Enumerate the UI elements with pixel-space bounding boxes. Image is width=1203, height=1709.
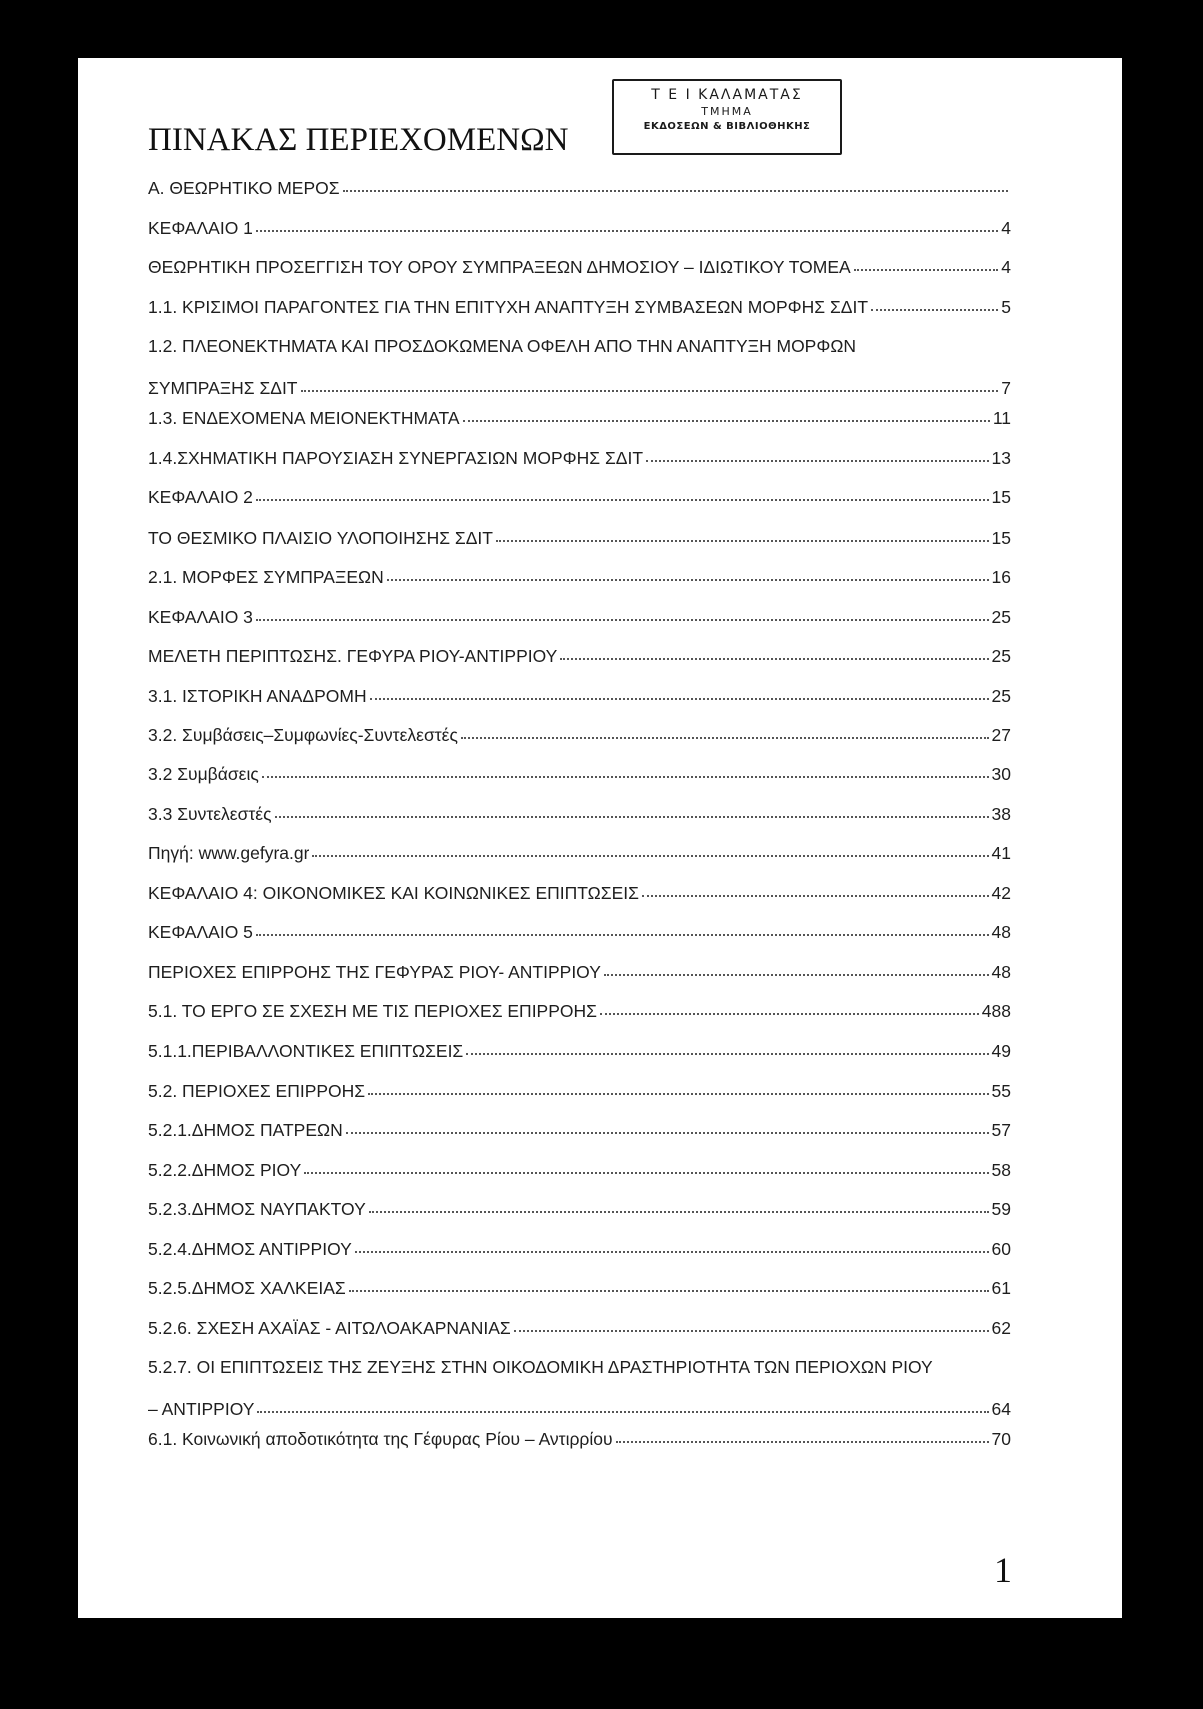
dot-leader — [370, 698, 989, 700]
toc-entry — [148, 922, 1011, 942]
toc-entry-text: 3.2 Συμβάσεις — [148, 764, 259, 784]
library-stamp — [612, 79, 842, 155]
toc-entry-page: 5 — [1001, 297, 1011, 317]
toc-entry — [148, 178, 1011, 198]
toc-entry-page: 27 — [991, 725, 1011, 745]
toc-entry-text: 5.2.5.ΔΗΜΟΣ ΧΑΛΚΕΙΑΣ — [148, 1278, 346, 1298]
toc-entry-page: 7 — [1001, 378, 1011, 398]
dot-leader — [560, 658, 988, 660]
toc-entry-text: ΚΕΦΑΛΑΙΟ 3 — [148, 607, 253, 627]
page-title: ΠΙΝΑΚΑΣ ΠΕΡΙΕΧΟΜΕΝΩΝ — [148, 122, 569, 158]
toc-entry-page: 58 — [991, 1160, 1011, 1180]
toc-entry-text: 5.1. ΤΟ ΕΡΓΟ ΣΕ ΣΧΕΣΗ ΜΕ ΤΙΣ ΠΕΡΙΟΧΕΣ ΕΠΙΡΡΟΗΣ — [148, 1001, 597, 1021]
toc-entry — [148, 962, 1011, 982]
toc-entry — [148, 1357, 1011, 1419]
toc-entry-text: 6.1. Κοινωνική αποδοτικότητα της Γέφυρας Ρίου – Αντιρρίου — [148, 1429, 613, 1449]
toc-entry-text: 5.2.1.ΔΗΜΟΣ ΠΑΤΡΕΩΝ — [148, 1120, 343, 1140]
toc-entry-text: 1.3. ΕΝΔΕΧΟΜΕΝΑ ΜΕΙΟΝΕΚΤΗΜΑΤΑ — [148, 408, 460, 428]
toc-entry — [148, 218, 1011, 238]
dot-leader — [256, 230, 998, 232]
toc-entry-text: ΠΕΡΙΟΧΕΣ ΕΠΙΡΡΟΗΣ ΤΗΣ ΓΕΦΥΡΑΣ ΡΙΟΥ- ΑΝΤΙΡΡΙΟΥ — [148, 962, 601, 982]
toc-entry — [148, 257, 1011, 277]
toc-entry-text: ΚΕΦΑΛΑΙΟ 2 — [148, 487, 253, 507]
dot-leader — [346, 1132, 989, 1134]
dot-leader — [387, 579, 989, 581]
toc-entry — [148, 567, 1011, 587]
toc-entry-page: 25 — [991, 686, 1011, 706]
toc-entry-page: 15 — [991, 487, 1011, 507]
dot-leader — [514, 1330, 989, 1332]
dot-leader — [256, 499, 989, 501]
toc-entry — [148, 1081, 1011, 1101]
toc-entry-text: ΘΕΩΡΗΤΙΚΗ ΠΡΟΣΕΓΓΙΣΗ ΤΟΥ ΟΡΟΥ ΣΥΜΠΡΑΞΕΩΝ ΔΗΜΟΣΙΟΥ – ΙΔΙΩΤΙΚΟΥ ΤΟΜΕΑ — [148, 257, 851, 277]
toc-entry-page: 70 — [991, 1429, 1011, 1449]
dot-leader — [312, 855, 988, 857]
dot-leader — [257, 1411, 988, 1413]
toc-entry-continuation-text: ΣΥΜΠΡΑΞΗΣ ΣΔΙΤ — [148, 378, 298, 398]
toc-entry-page: 13 — [991, 448, 1011, 468]
dot-leader — [368, 1093, 988, 1095]
toc-entry-text: 5.1.1.ΠΕΡΙΒΑΛΛΟΝΤΙΚΕΣ ΕΠΙΠΤΩΣΕΙΣ — [148, 1041, 464, 1061]
toc-entry — [148, 804, 1011, 824]
dot-leader — [616, 1441, 989, 1443]
dot-leader — [646, 460, 989, 462]
toc-entry-text: 1.1. ΚΡΙΣΙΜΟΙ ΠΑΡΑΓΟΝΤΕΣ ΓΙΑ ΤΗΝ ΕΠΙΤΥΧΗ ΑΝΑΠΤΥΞΗ ΣΥΜΒΑΣΕΩΝ ΜΟΡΦΗΣ ΣΔΙΤ — [148, 297, 869, 317]
toc-entry-text: Πηγή: www.gefyra.gr — [148, 843, 310, 863]
page-number: 1 — [994, 1550, 1012, 1590]
toc-entry-page: 38 — [991, 804, 1011, 824]
toc-entry — [148, 764, 1011, 784]
dot-leader — [256, 619, 989, 621]
toc-entry-page: 55 — [991, 1081, 1011, 1101]
toc-entry-page: 59 — [991, 1199, 1011, 1219]
toc-entry — [148, 883, 1011, 903]
toc-entry — [148, 1239, 1011, 1259]
toc-entry-page: 49 — [991, 1041, 1011, 1061]
toc-entry — [148, 1429, 1011, 1449]
dot-leader — [349, 1290, 989, 1292]
toc-entry-text: 3.1. ΙΣΤΟΡΙΚΗ ΑΝΑΔΡΟΜΗ — [148, 686, 367, 706]
toc-entry — [148, 1160, 1011, 1180]
document-page — [78, 58, 1122, 1618]
toc-entry-page: 4 — [1001, 257, 1011, 277]
toc-entry-text: 2.1. ΜΟΡΦΕΣ ΣΥΜΠΡΑΞΕΩΝ — [148, 567, 384, 587]
toc-entry — [148, 725, 1011, 745]
toc-entry — [148, 297, 1011, 317]
toc-entry-continuation — [148, 378, 1011, 398]
toc-entry-text: 5.2.7. ΟΙ ΕΠΙΠΤΩΣΕΙΣ ΤΗΣ ΖΕΥΞΗΣ ΣΤΗΝ ΟΙΚΟΔΟΜΙΚΗ ΔΡΑΣΤΗΡΙΟΤΗΤΑ ΤΩΝ ΠΕΡΙΟΧΩΝ ΡΙΟΥ — [148, 1357, 933, 1377]
stamp-institution: Τ Ε Ι ΚΑΛΑΜΑΤΑΣ — [651, 87, 803, 103]
dot-leader — [343, 190, 1008, 192]
dot-leader — [604, 974, 989, 976]
toc-entry-text: 5.2.4.ΔΗΜΟΣ ΑΝΤΙΡΡΙΟΥ — [148, 1239, 352, 1259]
dot-leader — [369, 1211, 989, 1213]
toc-entry-text: ΚΕΦΑΛΑΙΟ 1 — [148, 218, 253, 238]
stamp-library: ΕΚΔΟΣΕΩΝ & ΒΙΒΛΙΟΘΗΚΗΣ — [643, 121, 811, 132]
toc-entry-text: ΚΕΦΑΛΑΙΟ 4: ΟΙΚΟΝΟΜΙΚΕΣ ΚΑΙ ΚΟΙΝΩΝΙΚΕΣ ΕΠΙΠΤΩΣΕΙΣ — [148, 883, 639, 903]
toc-entry — [148, 528, 1011, 548]
toc-entry-page: 25 — [991, 646, 1011, 666]
toc-entry — [148, 1318, 1011, 1338]
toc-entry-page: 25 — [991, 607, 1011, 627]
toc-entry-text: 5.2.2.ΔΗΜΟΣ ΡΙΟΥ — [148, 1160, 302, 1180]
toc-entry-text: 3.2. Συμβάσεις–Συμφωνίες-Συντελεστές — [148, 725, 458, 745]
dot-leader — [304, 1172, 988, 1174]
dot-leader — [461, 737, 989, 739]
dot-leader — [256, 934, 989, 936]
toc-entry-page: 488 — [981, 1001, 1011, 1021]
toc-entry-text: 3.3 Συντελεστές — [148, 804, 272, 824]
dot-leader — [466, 1053, 988, 1055]
dot-leader — [355, 1251, 989, 1253]
toc-entry-text: 1.4.ΣΧΗΜΑΤΙΚΗ ΠΑΡΟΥΣΙΑΣΗ ΣΥΝΕΡΓΑΣΙΩΝ ΜΟΡΦΗΣ ΣΔΙΤ — [148, 448, 644, 468]
toc-entry — [148, 408, 1011, 428]
dot-leader — [275, 816, 989, 818]
toc-entry — [148, 1278, 1011, 1298]
toc-entry-page: 62 — [991, 1318, 1011, 1338]
toc-entry-page: 42 — [991, 883, 1011, 903]
toc-entry-page: 57 — [991, 1120, 1011, 1140]
toc-entry-text: ΤΟ ΘΕΣΜΙΚΟ ΠΛΑΙΣΙΟ ΥΛΟΠΟΙΗΣΗΣ ΣΔΙΤ — [148, 528, 493, 548]
dot-leader — [301, 390, 999, 392]
dot-leader — [496, 540, 989, 542]
toc-entry-page: 30 — [991, 764, 1011, 784]
dot-leader — [600, 1013, 979, 1015]
toc-entry — [148, 1120, 1011, 1140]
toc-entry — [148, 686, 1011, 706]
toc-entry-page: 15 — [991, 528, 1011, 548]
toc-entry — [148, 1041, 1011, 1061]
toc-entry-page: 61 — [991, 1278, 1011, 1298]
toc-entry — [148, 843, 1011, 863]
toc-entry-text: 1.2. ΠΛΕΟΝΕΚΤΗΜΑΤΑ ΚΑΙ ΠΡΟΣΔΟΚΩΜΕΝΑ ΟΦΕΛΗ ΑΠΟ ΤΗΝ ΑΝΑΠΤΥΞΗ ΜΟΡΦΩΝ — [148, 336, 857, 356]
toc-entry-text: 5.2.3.ΔΗΜΟΣ ΝΑΥΠΑΚΤΟΥ — [148, 1199, 366, 1219]
toc-entry — [148, 336, 1011, 398]
toc-entry-page: 64 — [991, 1399, 1011, 1419]
toc-entry — [148, 1199, 1011, 1219]
dot-leader — [871, 309, 998, 311]
toc-entry — [148, 1001, 1011, 1021]
toc-entry-continuation-text: – ΑΝΤΙΡΡΙΟΥ — [148, 1399, 255, 1419]
toc-entry-text: Α. ΘΕΩΡΗΤΙΚΟ ΜΕΡΟΣ — [148, 178, 340, 198]
toc-entry-page: 4 — [1001, 218, 1011, 238]
toc-entry-page: 48 — [991, 922, 1011, 942]
toc-entry-continuation — [148, 1399, 1011, 1419]
dot-leader — [854, 269, 999, 271]
toc-entry-text: ΜΕΛΕΤΗ ΠΕΡΙΠΤΩΣΗΣ. ΓΕΦΥΡΑ ΡΙΟΥ-ΑΝΤΙΡΡΙΟΥ — [148, 646, 558, 666]
toc-entry-page: 60 — [991, 1239, 1011, 1259]
toc-entry-page: 16 — [991, 567, 1011, 587]
toc-entry — [148, 448, 1011, 468]
toc-entry — [148, 487, 1011, 507]
dot-leader — [642, 895, 989, 897]
dot-leader — [463, 420, 990, 422]
toc-entry — [148, 607, 1011, 627]
toc-entry-page: 11 — [992, 408, 1011, 428]
toc-entry-page: 48 — [991, 962, 1011, 982]
dot-leader — [262, 776, 989, 778]
toc-entry-text: 5.2. ΠΕΡΙΟΧΕΣ ΕΠΙΡΡΟΗΣ — [148, 1081, 366, 1101]
toc-entry — [148, 646, 1011, 666]
toc-entry-page: 41 — [991, 843, 1011, 863]
toc-entry-text: ΚΕΦΑΛΑΙΟ 5 — [148, 922, 253, 942]
stamp-department: ΤΜΗΜΑ — [701, 105, 753, 118]
toc-entry-text: 5.2.6. ΣΧΕΣΗ ΑΧΑΪΑΣ - ΑΙΤΩΛΟΑΚΑΡΝΑΝΙΑΣ — [148, 1318, 511, 1338]
